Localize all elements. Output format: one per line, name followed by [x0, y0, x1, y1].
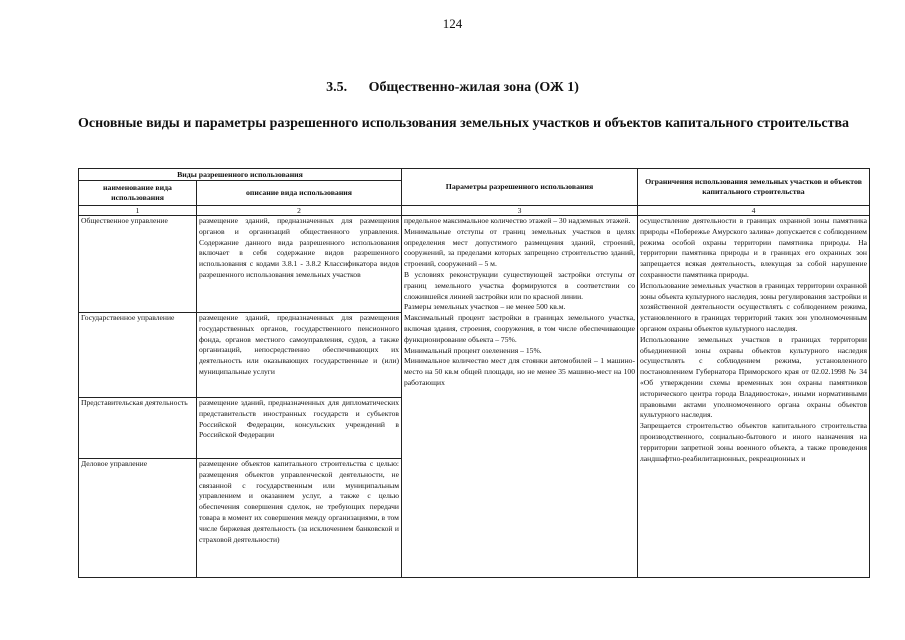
use-name: Общественное управление [79, 216, 197, 313]
parameters-cell [402, 216, 638, 578]
column-index: 1 [79, 206, 197, 216]
table-row [79, 216, 870, 313]
page-number: 124 [442, 16, 463, 31]
parameter-text: Минимальный процент озеленения – 15%. [404, 345, 542, 355]
document-heading: Основные виды и параметры разрешенного использования земельных участков и объектов капитального строительства [78, 116, 850, 131]
header-parameters: Параметры разрешенного использования [402, 169, 638, 206]
use-description: размещение объектов капитального строительства с целью: размещения объектов управленческой деятельности, не связанной с государственным или муниципальным управлением и оказанием услуг, а также с целью обеспечения совершения сделок, не требующих передачи товара в момент их совершения между организациями, в том числе биржевая деятельность (за исключением банковской и страховой деятельности) [197, 459, 402, 578]
header-group: Виды разрешенного использования [79, 169, 402, 181]
restriction-text: Использование земельных участков в границах территории объединенной зоны охраны объектов культурного наследия осуществлять с соблюдением режима, установленного постановлением Губернатора Приморского края от 02.02.1998 № 34 «Об утверждении схемы временных зон охраны памятников исторического центра города Владивостока», иными нормативными правовыми актами уполномоченного органа охраны объектов культурного наследия. [640, 334, 867, 420]
use-description: размещение зданий, предназначенных для размещения органов и организаций общественного управления. Содержание данного вида разрешенного использования включает в себя содержание видов разрешенного использования с кодами 3.8.1 - 3.8.2 Классификатора видов разрешенного использования земельных участков [197, 216, 402, 313]
section-title [0, 80, 905, 96]
restriction-text: Использование земельных участков в границах территории охранной зоны объекта культурного наследия, зоны регулирования застройки и хозяйственной деятельности осуществлять с соблюдением режима, установленного в границах территорий таких зон уполномоченным органом охраны объектов культурного наследия. [640, 280, 867, 333]
regulations-table [78, 168, 870, 578]
column-index-row [79, 206, 870, 216]
header-description: описание вида использования [197, 181, 402, 206]
header-restrictions: Ограничения использования земельных участков и объектов капитального строительства [638, 169, 870, 206]
header-row-top [79, 169, 870, 181]
use-description: размещение зданий, предназначенных для дипломатических представительств иностранных государств и субъектов Российской Федерации, консульских учреждений в Российской Федерации [197, 398, 402, 459]
section-title-text: Общественно-жилая зона (ОЖ 1) [368, 80, 579, 95]
use-description: размещение зданий, предназначенных для размещения государственных органов, государственного пенсионного фонда, органов местного самоуправления, судов, а также организаций, непосредственно обеспечивающих их деятельность или оказывающих государственные и (или) муниципальные услуги [197, 313, 402, 398]
header-name: наименование вида использования [79, 181, 197, 206]
use-name: Деловое управление [79, 459, 197, 578]
section-number: 3.5. [326, 80, 348, 95]
column-index: 4 [638, 206, 870, 216]
column-index: 2 [197, 206, 402, 216]
parameter-text: Размеры земельных участков – не менее 500 кв.м. [404, 302, 566, 312]
use-name: Представительская деятельность [79, 398, 197, 459]
restriction-text: Запрещается строительство объектов капитального строительства производственного, социально-бытового и иного назначения на территории запретной зоны военного объекта, а также проведения ландшафтно-реабилитационных, рекреационных и [640, 421, 867, 463]
column-index: 3 [402, 206, 638, 216]
parameter-text: Минимальные отступы от границ земельных участков в целях определения мест допустимого размещения зданий, строений, сооружений, за пределами которых запрещено строительство зданий, строений, сооружений – 5 м. [404, 226, 635, 269]
restriction-text: осуществление деятельности в границах охранной зоны памятника природы «Побережье Амурского залива» допускается с соблюдением режима особой охраны территории памятника природы. На территории памятника природы и в границах его охранных зон запрещается всякая деятельность, влекущая за собой нарушение сохранности памятника природы. [640, 216, 867, 279]
parameter-text: Максимальный процент застройки в границах земельного участка, включая здания, строения, сооружения, в том числе обеспечивающие функционирование объекта – 75%. [404, 313, 635, 344]
restrictions-cell [638, 216, 870, 578]
parameter-text: В условиях реконструкции существующей застройки отступы от границ земельного участка формируются в соответствии со сложившейся линией застройки или по красной линии. [404, 269, 635, 301]
use-name: Государственное управление [79, 313, 197, 398]
parameter-text: Минимальное количество мест для стоянки автомобилей – 1 машино-место на 50 кв.м общей площади, но не менее 35 машино-мест на 100 работающих [404, 356, 635, 387]
parameter-text: предельное максимальное количество этажей – 30 надземных этажей. [404, 216, 631, 225]
